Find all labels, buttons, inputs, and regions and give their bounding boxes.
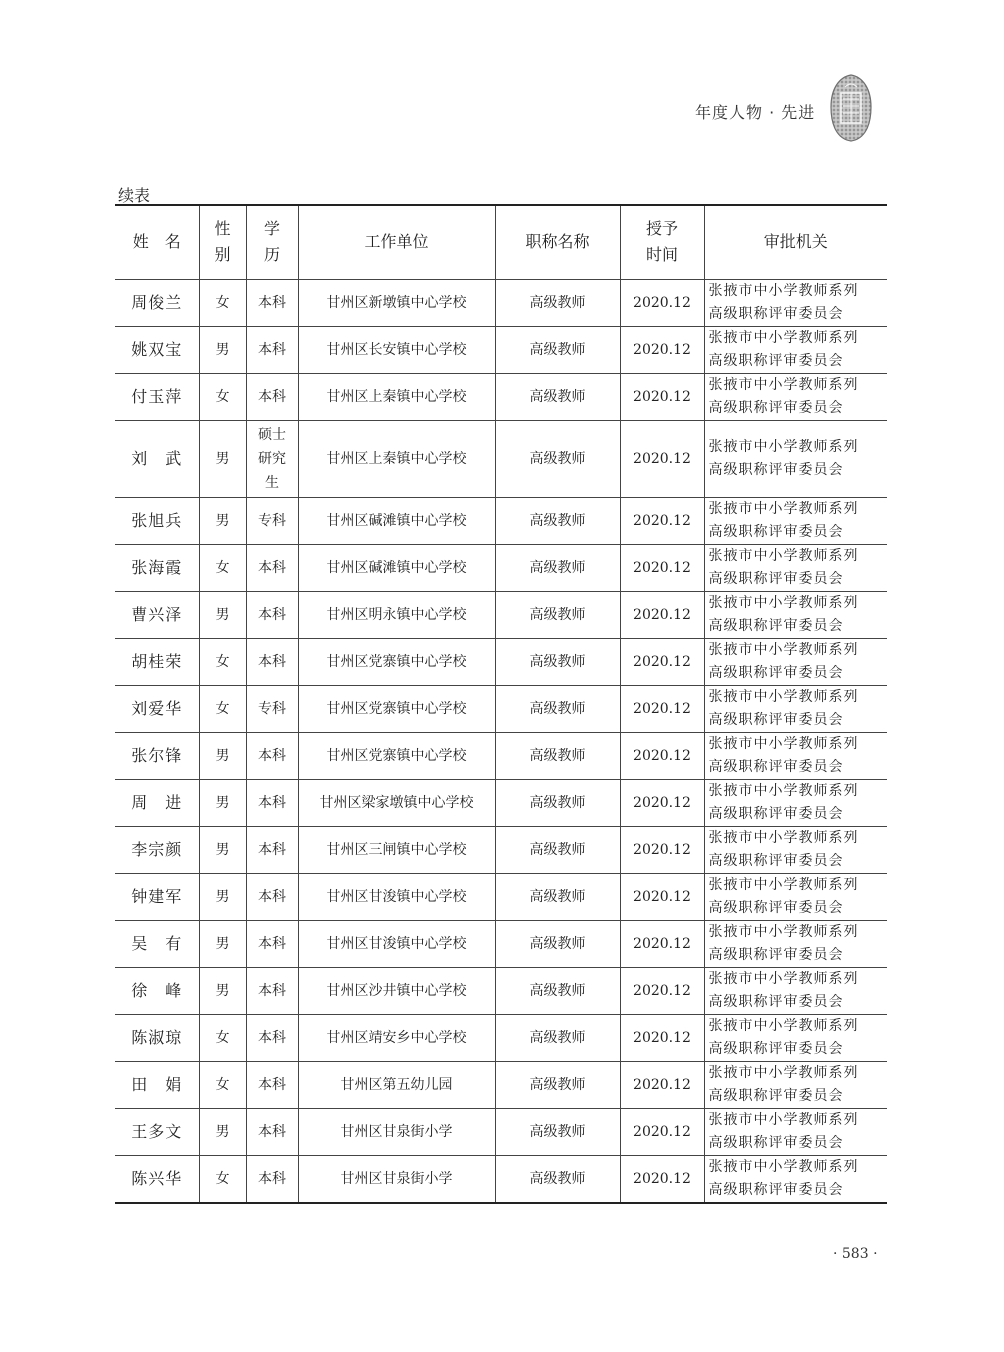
cell-unit: 甘州区党寨镇中心学校: [298, 732, 495, 779]
cell-name: 田 娟: [115, 1061, 199, 1108]
cell-title: 高级教师: [495, 967, 620, 1014]
cell-date: 2020.12: [620, 779, 704, 826]
cell-unit: 甘州区三闸镇中心学校: [298, 826, 495, 873]
table-row: [115, 544, 887, 591]
cell-unit: 甘州区碱滩镇中心学校: [298, 544, 495, 591]
cell-authority: [704, 591, 887, 638]
cell-title: 高级教师: [495, 279, 620, 326]
cell-unit: 甘州区新墩镇中心学校: [298, 279, 495, 326]
table-row: [115, 638, 887, 685]
cell-unit: 甘州区上秦镇中心学校: [298, 373, 495, 420]
authority-line: 张掖市中小学教师系列: [708, 970, 859, 987]
table-row: [115, 826, 887, 873]
authority-line: 高级职称评审委员会: [708, 1134, 844, 1151]
cell-title: 高级教师: [495, 591, 620, 638]
cell-education: 本科: [246, 779, 298, 826]
running-header-title: 年度人物 · 先进: [695, 103, 816, 122]
table-row: [115, 1061, 887, 1108]
cell-authority: [704, 873, 887, 920]
cell-name: 陈淑琼: [115, 1014, 199, 1061]
cell-gender: 男: [199, 873, 246, 920]
cell-date: 2020.12: [620, 873, 704, 920]
table-row: [115, 373, 887, 420]
cell-authority: [704, 826, 887, 873]
authority-line: 张掖市中小学教师系列: [708, 782, 859, 799]
cell-name: 徐 峰: [115, 967, 199, 1014]
authority-line: 张掖市中小学教师系列: [708, 547, 859, 564]
table-row: [115, 779, 887, 826]
authority-line: 张掖市中小学教师系列: [708, 1064, 859, 1081]
cell-education: 本科: [246, 1108, 298, 1155]
seal-stamp-icon: [829, 73, 873, 143]
authority-line: 高级职称评审委员会: [708, 617, 844, 634]
cell-authority: [704, 779, 887, 826]
cell-title: 高级教师: [495, 1155, 620, 1203]
cell-name: 曹兴泽: [115, 591, 199, 638]
authority-line: 高级职称评审委员会: [708, 993, 844, 1010]
cell-gender: 女: [199, 1155, 246, 1203]
cell-gender: 男: [199, 420, 246, 497]
cell-education: 本科: [246, 326, 298, 373]
cell-date: 2020.12: [620, 326, 704, 373]
cell-gender: 女: [199, 638, 246, 685]
cell-gender: 女: [199, 1061, 246, 1108]
authority-line: 高级职称评审委员会: [708, 946, 844, 963]
table-row: [115, 1014, 887, 1061]
cell-name: 钟建军: [115, 873, 199, 920]
authority-line: 高级职称评审委员会: [708, 899, 844, 916]
cell-title: 高级教师: [495, 685, 620, 732]
cell-date: 2020.12: [620, 373, 704, 420]
cell-education: 本科: [246, 544, 298, 591]
cell-gender: 女: [199, 685, 246, 732]
cell-education: 本科: [246, 1155, 298, 1203]
authority-line: 高级职称评审委员会: [708, 711, 844, 728]
cell-title: 高级教师: [495, 1061, 620, 1108]
cell-date: 2020.12: [620, 279, 704, 326]
cell-title: 高级教师: [495, 1014, 620, 1061]
cell-name: 王多文: [115, 1108, 199, 1155]
authority-line: 张掖市中小学教师系列: [708, 876, 859, 893]
authority-line: 张掖市中小学教师系列: [708, 1017, 859, 1034]
cell-unit: 甘州区梁家墩镇中心学校: [298, 779, 495, 826]
teacher-title-table: [115, 204, 887, 1204]
cell-date: 2020.12: [620, 685, 704, 732]
cell-authority: [704, 420, 887, 497]
cell-gender: 男: [199, 732, 246, 779]
header-date: 授予 时间: [620, 205, 704, 279]
cell-name: 刘爱华: [115, 685, 199, 732]
cell-authority: [704, 732, 887, 779]
cell-authority: [704, 685, 887, 732]
cell-unit: 甘州区上秦镇中心学校: [298, 420, 495, 497]
cell-name: 吴 有: [115, 920, 199, 967]
cell-name: 李宗颜: [115, 826, 199, 873]
cell-name: 胡桂荣: [115, 638, 199, 685]
cell-name: 周 进: [115, 779, 199, 826]
table-row: [115, 732, 887, 779]
cell-education: 本科: [246, 920, 298, 967]
cell-gender: 男: [199, 591, 246, 638]
cell-title: 高级教师: [495, 544, 620, 591]
authority-line: 高级职称评审委员会: [708, 1181, 844, 1198]
authority-line: 高级职称评审委员会: [708, 399, 844, 416]
authority-line: 高级职称评审委员会: [708, 758, 844, 775]
cell-authority: [704, 497, 887, 544]
authority-line: 张掖市中小学教师系列: [708, 688, 859, 705]
cell-authority: [704, 279, 887, 326]
cell-date: 2020.12: [620, 544, 704, 591]
cell-unit: 甘州区明永镇中心学校: [298, 591, 495, 638]
authority-line: 张掖市中小学教师系列: [708, 829, 859, 846]
cell-education: 专科: [246, 685, 298, 732]
cell-authority: [704, 1155, 887, 1203]
authority-line: 张掖市中小学教师系列: [708, 500, 859, 517]
authority-line: 高级职称评审委员会: [708, 570, 844, 587]
cell-gender: 男: [199, 1108, 246, 1155]
authority-line: 高级职称评审委员会: [708, 852, 844, 869]
table-row: [115, 1155, 887, 1203]
cell-education: 专科: [246, 497, 298, 544]
cell-education: 本科: [246, 1061, 298, 1108]
cell-authority: [704, 373, 887, 420]
authority-line: 张掖市中小学教师系列: [708, 1158, 859, 1175]
authority-line: 高级职称评审委员会: [708, 1040, 844, 1057]
cell-title: 高级教师: [495, 732, 620, 779]
table-row: [115, 420, 887, 497]
table-row: [115, 326, 887, 373]
authority-line: 张掖市中小学教师系列: [708, 923, 859, 940]
authority-line: 高级职称评审委员会: [708, 523, 844, 540]
cell-date: 2020.12: [620, 967, 704, 1014]
cell-name: 周俊兰: [115, 279, 199, 326]
table-row: [115, 873, 887, 920]
cell-unit: 甘州区第五幼儿园: [298, 1061, 495, 1108]
cell-education: 本科: [246, 279, 298, 326]
cell-name: 刘 武: [115, 420, 199, 497]
cell-title: 高级教师: [495, 373, 620, 420]
cell-date: 2020.12: [620, 1014, 704, 1061]
cell-education: 本科: [246, 732, 298, 779]
cell-date: 2020.12: [620, 732, 704, 779]
cell-date: 2020.12: [620, 591, 704, 638]
cell-name: 付玉萍: [115, 373, 199, 420]
cell-title: 高级教师: [495, 873, 620, 920]
authority-line: 张掖市中小学教师系列: [708, 594, 859, 611]
cell-unit: 甘州区甘泉街小学: [298, 1155, 495, 1203]
header-authority: 审批机关: [704, 205, 887, 279]
table-row: [115, 279, 887, 326]
cell-authority: [704, 1061, 887, 1108]
cell-authority: [704, 544, 887, 591]
cell-authority: [704, 326, 887, 373]
cell-education: 本科: [246, 826, 298, 873]
table-caption: 续表: [118, 186, 151, 205]
teacher-title-table-wrapper: [115, 204, 887, 1204]
cell-education: 本科: [246, 638, 298, 685]
cell-date: 2020.12: [620, 497, 704, 544]
cell-name: 张尔锋: [115, 732, 199, 779]
authority-line: 高级职称评审委员会: [708, 664, 844, 681]
authority-line: 张掖市中小学教师系列: [708, 282, 859, 299]
cell-date: 2020.12: [620, 1108, 704, 1155]
page-number: · 583 ·: [833, 1246, 878, 1262]
cell-title: 高级教师: [495, 826, 620, 873]
cell-unit: 甘州区党寨镇中心学校: [298, 685, 495, 732]
cell-gender: 女: [199, 1014, 246, 1061]
table-row: [115, 1108, 887, 1155]
cell-gender: 女: [199, 279, 246, 326]
cell-gender: 女: [199, 373, 246, 420]
cell-gender: 男: [199, 497, 246, 544]
cell-gender: 男: [199, 779, 246, 826]
table-row: [115, 497, 887, 544]
cell-authority: [704, 920, 887, 967]
table-body: [115, 279, 887, 1203]
header-name: 姓 名: [115, 205, 199, 279]
cell-title: 高级教师: [495, 920, 620, 967]
cell-title: 高级教师: [495, 420, 620, 497]
cell-gender: 男: [199, 326, 246, 373]
authority-line: 高级职称评审委员会: [708, 461, 844, 478]
cell-unit: 甘州区党寨镇中心学校: [298, 638, 495, 685]
authority-line: 张掖市中小学教师系列: [708, 641, 859, 658]
cell-unit: 甘州区沙井镇中心学校: [298, 967, 495, 1014]
authority-line: 高级职称评审委员会: [708, 305, 844, 322]
cell-education: 本科: [246, 373, 298, 420]
authority-line: 张掖市中小学教师系列: [708, 735, 859, 752]
table-header-row: [115, 205, 887, 279]
cell-name: 姚双宝: [115, 326, 199, 373]
cell-title: 高级教师: [495, 326, 620, 373]
authority-line: 张掖市中小学教师系列: [708, 376, 859, 393]
cell-education: 硕士 研究 生: [246, 420, 298, 497]
cell-date: 2020.12: [620, 826, 704, 873]
header-unit: 工作单位: [298, 205, 495, 279]
table-row: [115, 685, 887, 732]
cell-unit: 甘州区甘浚镇中心学校: [298, 873, 495, 920]
authority-line: 高级职称评审委员会: [708, 1087, 844, 1104]
cell-gender: 男: [199, 967, 246, 1014]
cell-unit: 甘州区甘泉街小学: [298, 1108, 495, 1155]
cell-date: 2020.12: [620, 1155, 704, 1203]
cell-date: 2020.12: [620, 638, 704, 685]
cell-name: 张海霞: [115, 544, 199, 591]
cell-gender: 男: [199, 826, 246, 873]
cell-date: 2020.12: [620, 1061, 704, 1108]
cell-education: 本科: [246, 591, 298, 638]
cell-date: 2020.12: [620, 920, 704, 967]
cell-gender: 男: [199, 920, 246, 967]
cell-name: 张旭兵: [115, 497, 199, 544]
table-row: [115, 920, 887, 967]
cell-title: 高级教师: [495, 497, 620, 544]
cell-authority: [704, 1108, 887, 1155]
cell-authority: [704, 967, 887, 1014]
authority-line: 张掖市中小学教师系列: [708, 1111, 859, 1128]
cell-unit: 甘州区碱滩镇中心学校: [298, 497, 495, 544]
header-gender: 性 别: [199, 205, 246, 279]
cell-unit: 甘州区长安镇中心学校: [298, 326, 495, 373]
table-row: [115, 591, 887, 638]
header-education: 学 历: [246, 205, 298, 279]
cell-education: 本科: [246, 1014, 298, 1061]
authority-line: 张掖市中小学教师系列: [708, 329, 859, 346]
cell-unit: 甘州区靖安乡中心学校: [298, 1014, 495, 1061]
authority-line: 高级职称评审委员会: [708, 352, 844, 369]
cell-title: 高级教师: [495, 1108, 620, 1155]
cell-date: 2020.12: [620, 420, 704, 497]
cell-title: 高级教师: [495, 779, 620, 826]
table-row: [115, 967, 887, 1014]
header-title: 职称名称: [495, 205, 620, 279]
authority-line: 张掖市中小学教师系列: [708, 438, 859, 455]
cell-unit: 甘州区甘浚镇中心学校: [298, 920, 495, 967]
cell-name: 陈兴华: [115, 1155, 199, 1203]
cell-authority: [704, 1014, 887, 1061]
cell-education: 本科: [246, 967, 298, 1014]
cell-authority: [704, 638, 887, 685]
cell-gender: 女: [199, 544, 246, 591]
authority-line: 高级职称评审委员会: [708, 805, 844, 822]
cell-title: 高级教师: [495, 638, 620, 685]
cell-education: 本科: [246, 873, 298, 920]
